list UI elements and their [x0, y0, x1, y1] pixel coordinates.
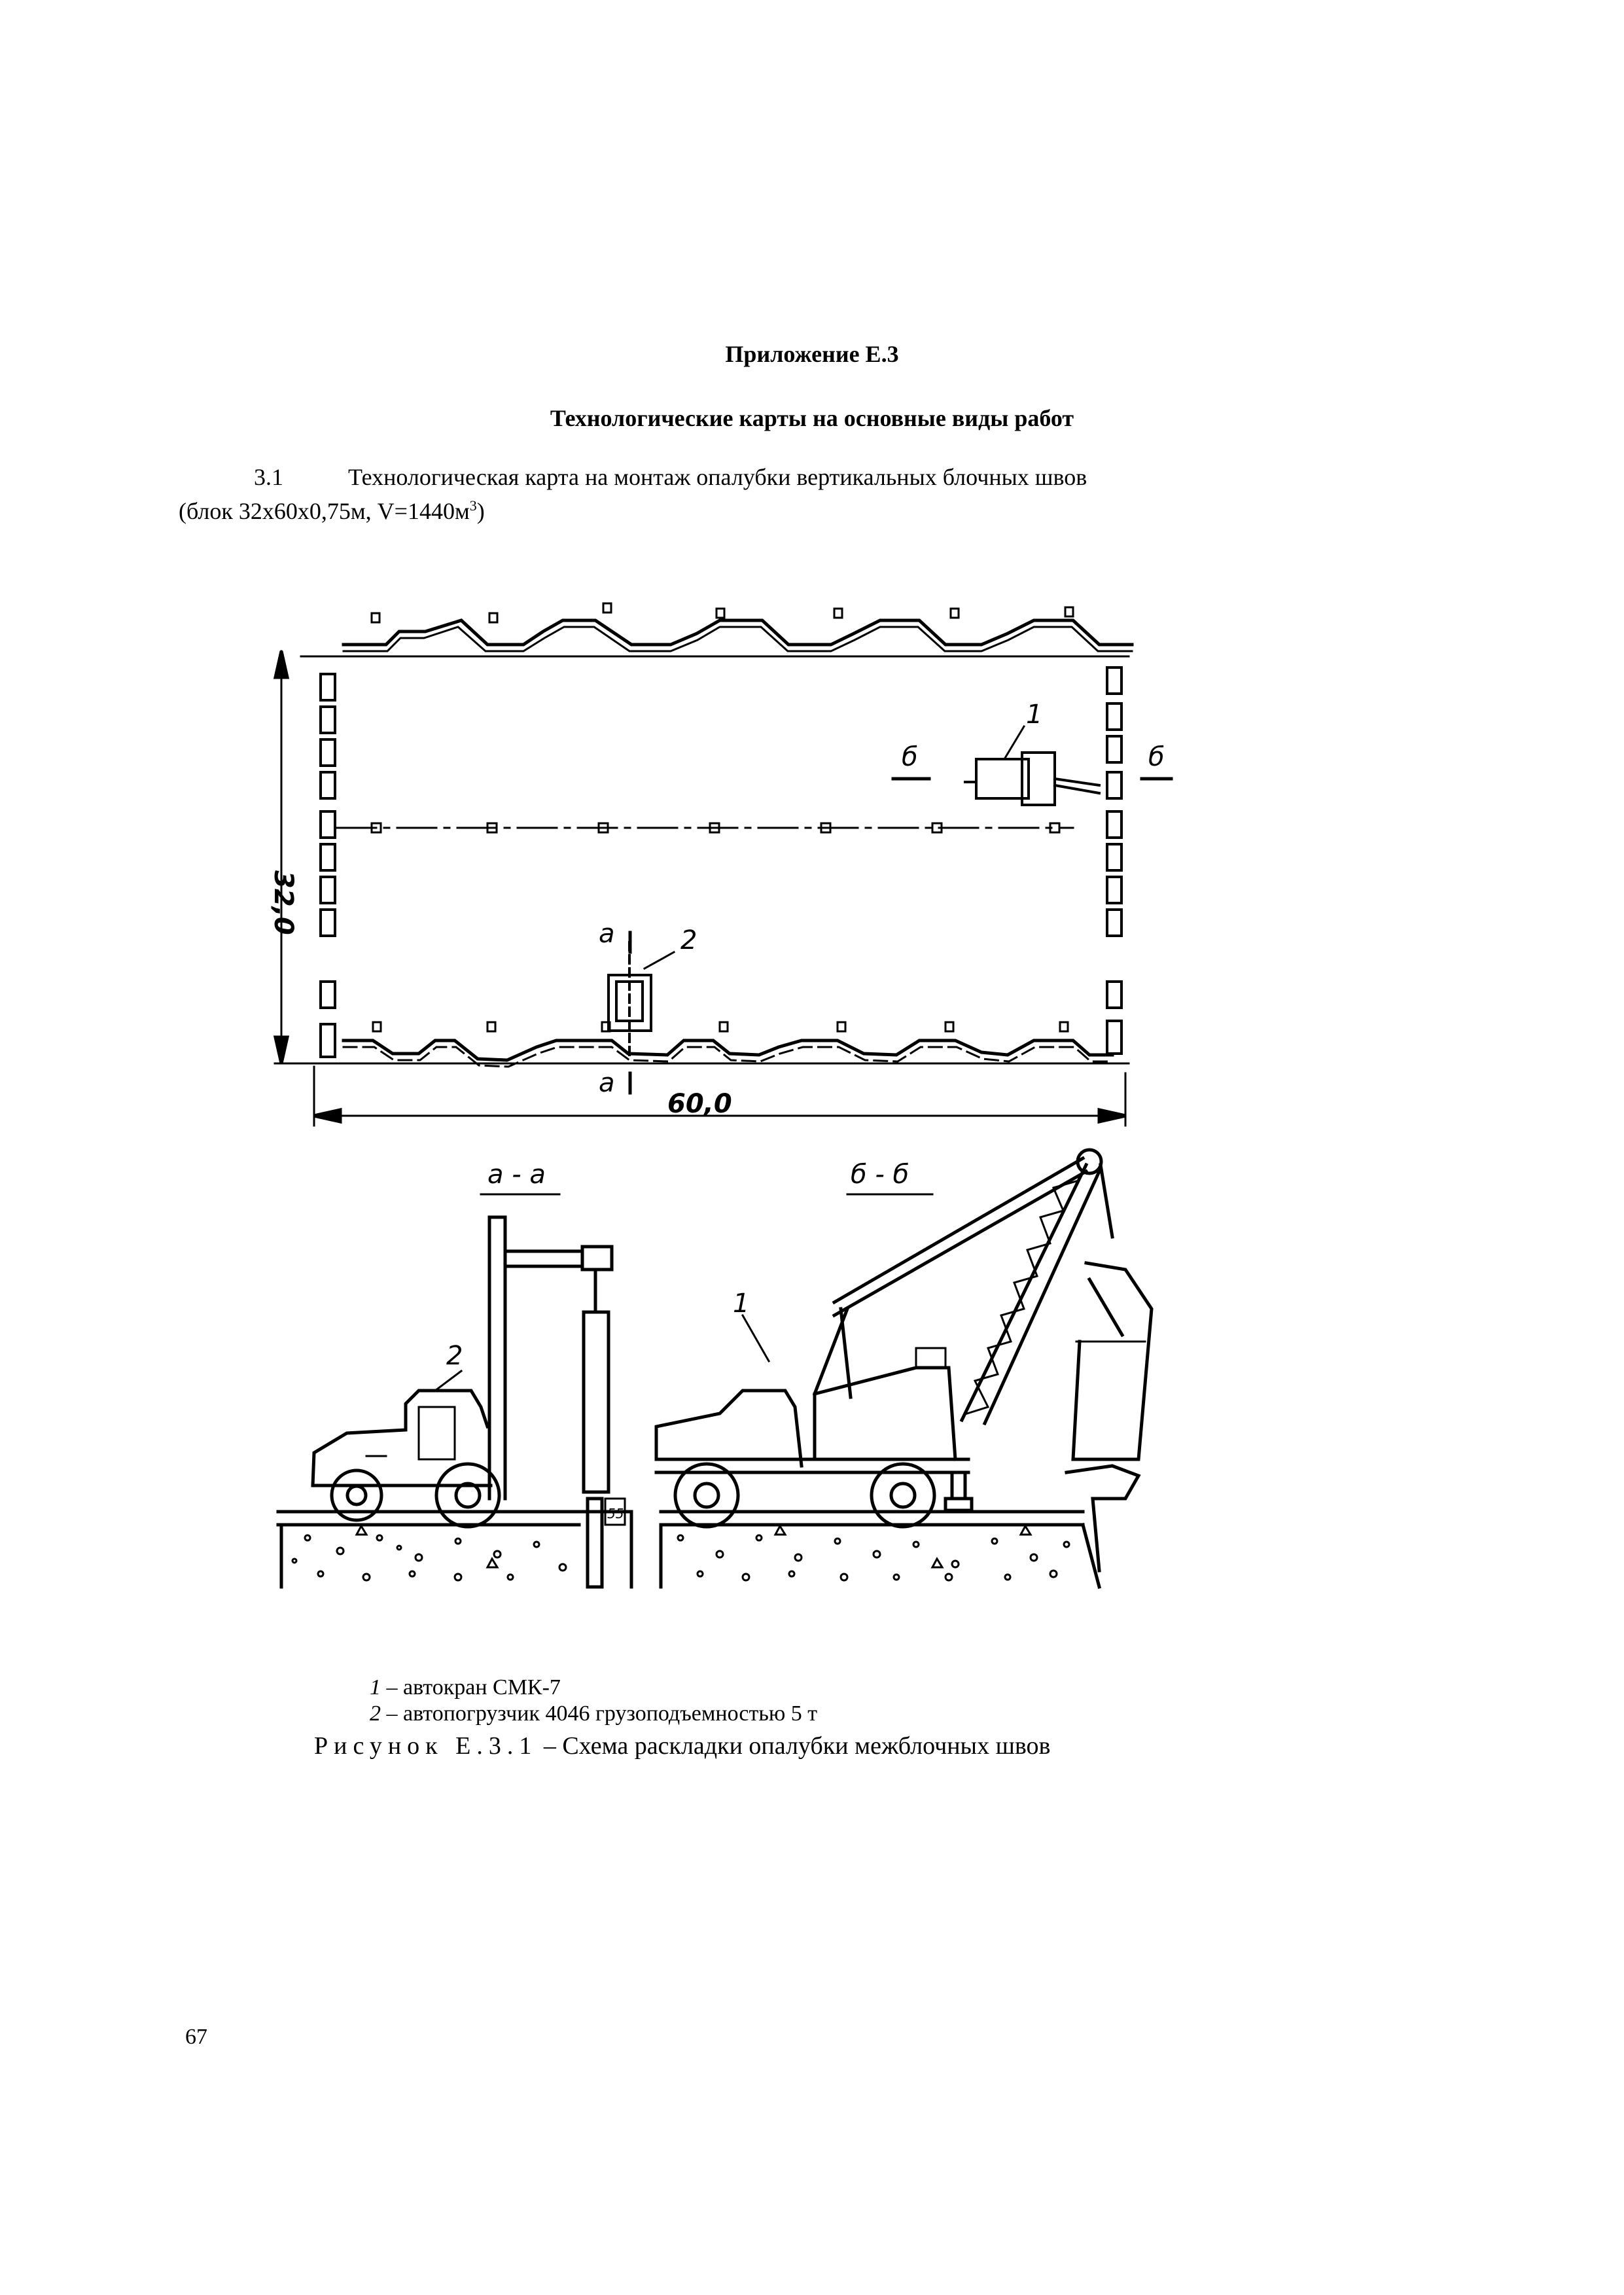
loader-elevation — [313, 1217, 612, 1527]
legend-item-1-text: – автокран СМК-7 — [381, 1675, 561, 1699]
crane-plan-view — [965, 753, 1099, 805]
figure-caption-text: – Схема раскладки опалубки межблочных швов — [537, 1732, 1051, 1760]
leader-1-elev — [743, 1315, 769, 1361]
legend-item-2-num: 2 — [370, 1701, 381, 1726]
elev-label-2: 2 — [446, 1341, 463, 1371]
paragraph-text: Технологическая карта на монтаж опалубки вертикальных блочных швов — [348, 464, 1087, 490]
dim-width-label: 60,0 — [667, 1089, 732, 1119]
bottom-stakes — [373, 1022, 1068, 1031]
crane-elevation — [656, 1150, 1112, 1527]
legend-item-2-text: – автопогрузчик 4046 грузоподъемностью 5 т — [381, 1701, 818, 1726]
ground-section — [278, 1499, 1099, 1587]
plan-label-1: 1 — [1026, 700, 1043, 730]
legend-item-2 — [370, 1701, 817, 1726]
block-dimensions: (блок 32х60х0,75м, V=1440м — [179, 498, 470, 524]
figure-caption-prefix: Рисунок Е.3.1 — [314, 1732, 538, 1760]
section-title: Технологические карты на основные виды работ — [550, 405, 1074, 431]
section-b-label-right: б — [1148, 742, 1165, 772]
legend-item-1-num: 1 — [370, 1675, 381, 1699]
section-b-title: б - б — [851, 1160, 909, 1190]
section-b-label-left: б — [902, 742, 918, 772]
size-mark-label: 55 — [607, 1506, 624, 1521]
concrete-aggregate — [292, 1526, 1069, 1580]
top-formwork-zigzag — [344, 620, 1132, 645]
paragraph-number: 3.1 — [254, 464, 283, 490]
page-number: 67 — [185, 2025, 207, 2049]
legend-item-1 — [370, 1675, 561, 1700]
figure-caption — [314, 1732, 1050, 1760]
leader-2-plan — [644, 952, 674, 969]
right-formwork-panels — [1107, 667, 1121, 1054]
section-a-label-top: а — [599, 919, 615, 949]
dim-height-label: 32,0 — [268, 870, 298, 935]
plan-label-2: 2 — [680, 925, 697, 955]
closing-paren: ) — [476, 498, 485, 524]
cube-superscript: 3 — [469, 497, 477, 514]
section-a-label-bottom: а — [599, 1068, 615, 1098]
appendix-title: Приложение Е.3 — [725, 341, 899, 367]
leader-2-elev — [435, 1371, 461, 1391]
elev-label-1: 1 — [733, 1289, 750, 1319]
section-a-title: а - а — [487, 1160, 546, 1190]
left-formwork-panels — [321, 674, 335, 1057]
